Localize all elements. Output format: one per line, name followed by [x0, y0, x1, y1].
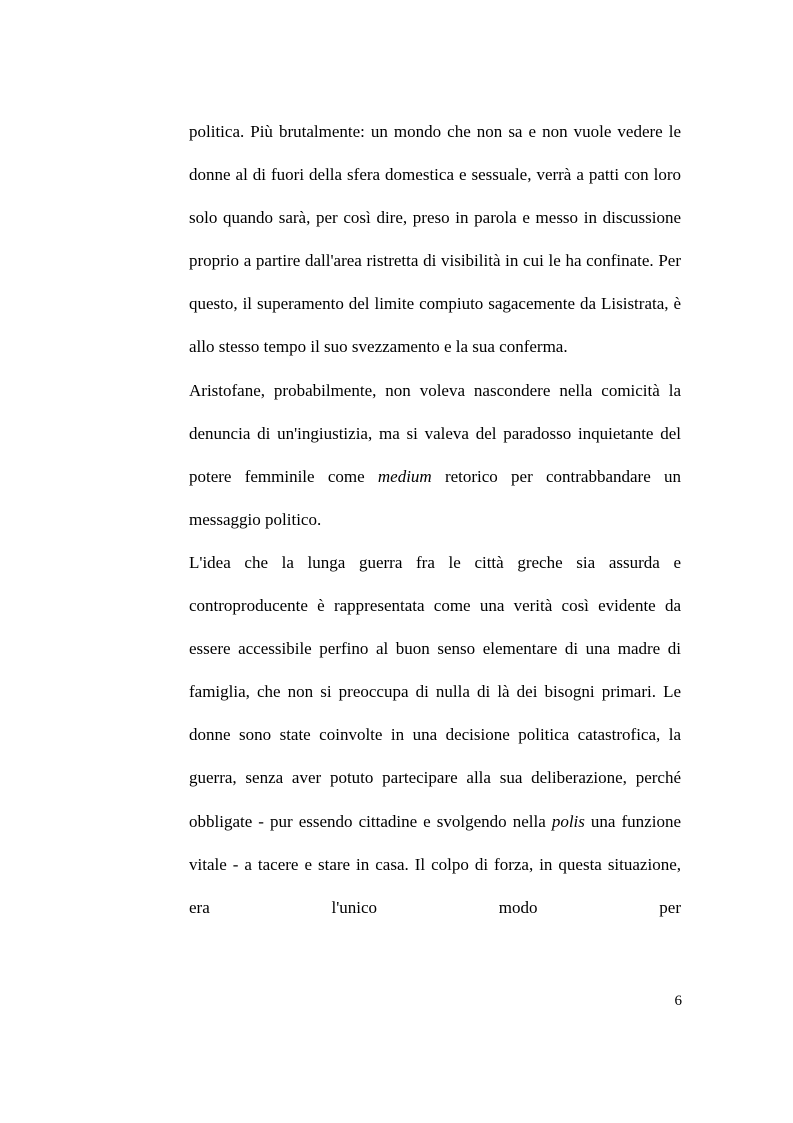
paragraph-2-text-b: retorico per contrabbandare un messaggio politico.	[189, 466, 681, 529]
paragraph-3-text-b: una funzione vitale - a tacere e stare in casa. Il colpo di forza, in questa situazione, era l'unico modo per	[189, 811, 681, 917]
paragraph-1-text: politica. Più brutalmente: un mondo che non sa e non vuole vedere le donne al di fuori della sfera domestica e sessuale, verrà a patti con loro solo quando sarà, per così dire, preso in parola e messo in discussione proprio a partire dall'area ristretta di visibilità in cui le ha confinate. Per questo, il superamento del limite compiuto sagacemente da Lisistrata, è allo stesso tempo il suo svezzamento e la sua conferma.	[189, 122, 681, 357]
paragraph-1	[189, 110, 681, 369]
paragraph-2	[189, 369, 681, 541]
page-number: 6	[674, 993, 682, 1009]
body-text	[189, 110, 681, 929]
paragraph-2-text-a: Aristofane, probabilmente, non voleva nascondere nella comicità la denuncia di un'ingiustizia, ma si valeva del paradosso inquietante del potere femminile come	[189, 380, 681, 486]
paragraph-3	[189, 541, 681, 929]
paragraph-2-italic-term: medium	[377, 466, 432, 486]
paragraph-3-italic-term: polis	[551, 811, 585, 831]
paragraph-3-text-a: L'idea che la lunga guerra fra le città greche sia assurda e controproducente è rappresentata come una verità così evidente da essere accessibile perfino al buon senso elementare di una madre di famiglia, che non si preoccupa di nulla di là dei bisogni primari. Le donne sono state coinvolte in una decisione politica catastrofica, la guerra, senza aver potuto partecipare alla sua deliberazione, perché obbligate - pur essendo cittadine e svolgendo nella	[189, 552, 681, 831]
